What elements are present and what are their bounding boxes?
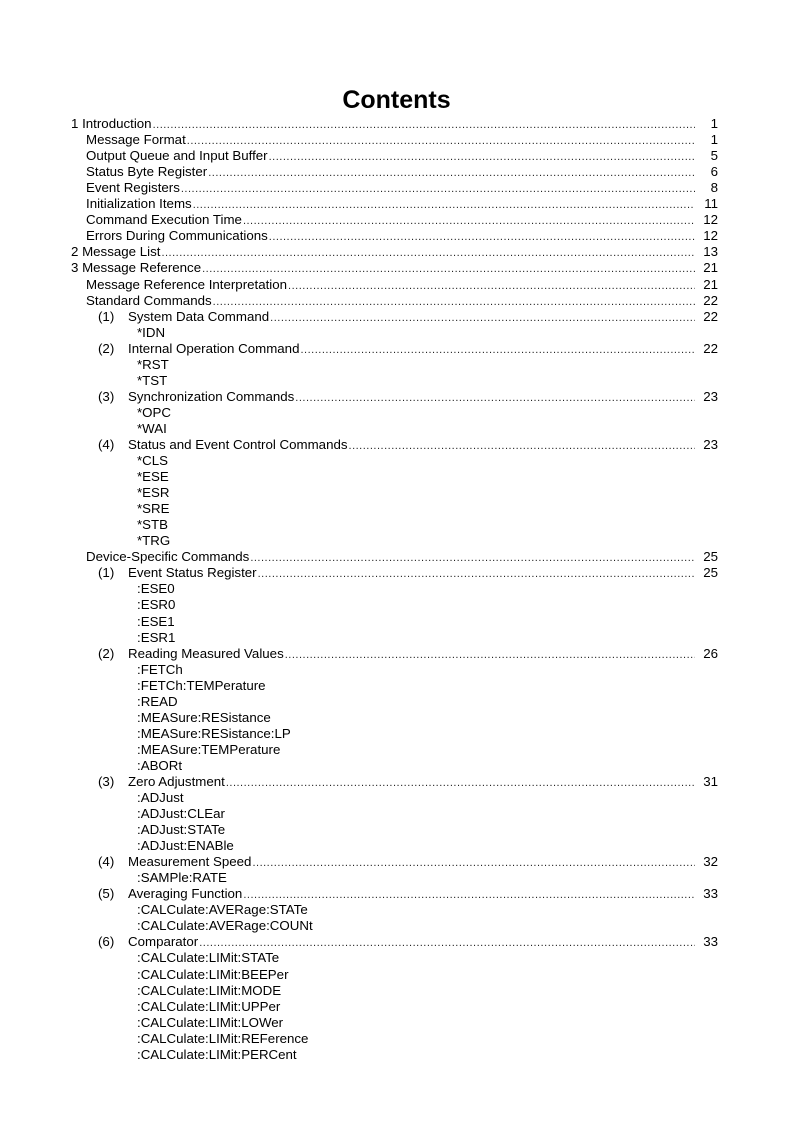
toc-entry-title: Device-Specific Commands <box>86 549 250 565</box>
toc-entry[interactable] <box>137 950 793 966</box>
toc-entry[interactable] <box>86 212 718 228</box>
toc-page-number: 5 <box>710 148 718 164</box>
toc-entry-title: :ADJust:STATe <box>137 822 226 838</box>
toc-page-number: 26 <box>703 645 718 661</box>
dot-leader <box>181 180 695 196</box>
toc-page-number: 11 <box>704 196 718 212</box>
dot-leader <box>226 774 695 790</box>
toc-entry-title: *STB <box>137 517 169 533</box>
toc-page-number: 23 <box>703 436 718 452</box>
toc-page-number: 23 <box>703 388 718 404</box>
toc-entry[interactable] <box>98 646 718 662</box>
toc-entry-title: *ESE <box>137 469 169 485</box>
toc-entry-title: *ESR <box>137 485 170 501</box>
toc-entry[interactable] <box>137 838 793 854</box>
toc-entry[interactable] <box>137 613 793 629</box>
toc-entry-title: 1 Introduction <box>71 116 152 132</box>
toc-entry[interactable] <box>137 726 793 742</box>
toc-entry-title: System Data Command <box>128 308 270 324</box>
toc-entry[interactable] <box>137 662 793 678</box>
dot-leader <box>269 148 695 164</box>
toc-entry[interactable] <box>137 999 793 1015</box>
toc-entry[interactable] <box>137 694 793 710</box>
toc-entry-title: :ESE0 <box>137 581 175 597</box>
dot-leader <box>193 196 695 212</box>
toc-entry[interactable] <box>98 854 718 870</box>
toc-entry-title: Message Format <box>86 132 186 148</box>
toc-entry-title: :READ <box>137 693 178 709</box>
toc-entry[interactable] <box>86 132 718 148</box>
dot-leader <box>161 244 695 260</box>
toc-entry[interactable] <box>98 774 718 790</box>
toc-entry-title: :ESR0 <box>137 597 176 613</box>
toc-entry[interactable] <box>137 1015 793 1031</box>
toc-entry-title: 3 Message Reference <box>71 260 202 276</box>
toc-entry-title: *IDN <box>137 324 166 340</box>
dot-leader <box>243 212 695 228</box>
toc-entry-title: Event Registers <box>86 180 180 196</box>
dot-leader <box>288 277 695 293</box>
toc-entry-title: :ADJust:CLEar <box>137 806 225 822</box>
dot-leader <box>258 565 695 581</box>
toc-entry-title: *OPC <box>137 404 171 420</box>
toc-page-number: 32 <box>703 854 718 870</box>
toc-entry[interactable] <box>98 886 718 902</box>
toc-entry-title: *CLS <box>137 453 169 469</box>
toc-entry-title: Status Byte Register <box>86 164 208 180</box>
toc-entry-number: (3) <box>98 388 115 404</box>
dot-leader <box>202 260 695 276</box>
toc-page-number: 8 <box>710 180 718 196</box>
toc-entry[interactable] <box>137 678 793 694</box>
toc-entry-number: (1) <box>98 308 115 324</box>
toc-entry[interactable] <box>137 485 793 501</box>
toc-entry[interactable] <box>137 918 793 934</box>
toc-page-number: 22 <box>703 340 718 356</box>
toc-entry[interactable] <box>98 389 718 405</box>
toc-entry[interactable] <box>86 228 718 244</box>
toc-entry-title: Initialization Items <box>86 196 192 212</box>
toc-entry[interactable] <box>137 983 793 999</box>
dot-leader <box>153 116 695 132</box>
toc-entry[interactable] <box>86 148 718 164</box>
toc-entry-title: 2 Message List <box>71 244 161 260</box>
toc-entry[interactable] <box>98 341 718 357</box>
toc-entry-title: :CALCulate:LIMit:PERCent <box>137 1046 297 1062</box>
toc-entry-number: (6) <box>98 934 115 950</box>
toc-entry-number: (1) <box>98 565 115 581</box>
dot-leader <box>250 549 695 565</box>
toc-entry-title: :ABORt <box>137 757 183 773</box>
toc-entry[interactable] <box>137 902 793 918</box>
toc-page-number: 13 <box>703 244 718 260</box>
toc-entry[interactable] <box>137 790 793 806</box>
toc-entry[interactable] <box>98 934 718 950</box>
toc-entry[interactable] <box>137 597 793 613</box>
toc-entry-title: :ADJust <box>137 790 184 806</box>
toc-entry-number: (5) <box>98 886 115 902</box>
toc-page-number: 12 <box>703 228 718 244</box>
toc-entry-number: (4) <box>98 436 115 452</box>
toc-entry[interactable] <box>71 116 718 132</box>
toc-page-number: 21 <box>703 260 718 276</box>
dot-leader <box>208 164 695 180</box>
toc-entry[interactable] <box>137 357 793 373</box>
toc-entry-title: :CALCulate:LIMit:REFerence <box>137 1030 309 1046</box>
toc-page-number: 22 <box>703 292 718 308</box>
toc-page-number: 22 <box>703 308 718 324</box>
toc-entry[interactable] <box>137 421 793 437</box>
dot-leader <box>285 646 695 662</box>
toc-entry-number: (4) <box>98 854 115 870</box>
toc-entry-title: Message Reference Interpretation <box>86 276 288 292</box>
toc-entry-title: :CALCulate:LIMit:MODE <box>137 982 282 998</box>
toc-entry[interactable] <box>137 405 793 421</box>
toc-entry-title: Internal Operation Command <box>128 340 300 356</box>
toc-entry-title: :ESE1 <box>137 613 175 629</box>
table-of-contents <box>0 116 793 1063</box>
toc-entry-title: Zero Adjustment <box>128 773 225 789</box>
toc-entry-title: :CALCulate:AVERage:COUNt <box>137 918 313 934</box>
toc-entry-title: Command Execution Time <box>86 212 242 228</box>
toc-entry-title: *TRG <box>137 533 171 549</box>
toc-entry-title: :CALCulate:LIMit:LOWer <box>137 1014 284 1030</box>
toc-entry-title: *WAI <box>137 420 167 436</box>
toc-entry-title: *SRE <box>137 501 170 517</box>
toc-entry[interactable] <box>137 581 793 597</box>
toc-entry-title: :MEASure:RESistance <box>137 709 271 725</box>
toc-entry-title: *RST <box>137 356 169 372</box>
toc-entry-title: Comparator <box>128 934 199 950</box>
toc-entry-title: :MEASure:TEMPerature <box>137 741 281 757</box>
dot-leader <box>300 341 695 357</box>
toc-entry[interactable] <box>86 549 718 565</box>
dot-leader <box>269 228 695 244</box>
toc-entry-title: :CALCulate:LIMit:BEEPer <box>137 966 289 982</box>
toc-entry-title: :FETCh <box>137 661 183 677</box>
toc-entry[interactable] <box>86 196 718 212</box>
toc-entry[interactable] <box>137 822 793 838</box>
dot-leader <box>270 309 695 325</box>
toc-entry-title: :MEASure:RESistance:LP <box>137 725 291 741</box>
toc-entry-number: (2) <box>98 645 115 661</box>
toc-entry[interactable] <box>137 453 793 469</box>
toc-entry-title: Reading Measured Values <box>128 645 284 661</box>
toc-page-number: 1 <box>710 116 718 132</box>
toc-page-number: 31 <box>703 773 718 789</box>
toc-entry[interactable] <box>137 501 793 517</box>
toc-entry[interactable] <box>137 758 793 774</box>
toc-entry-title: Event Status Register <box>128 565 257 581</box>
toc-entry-number: (2) <box>98 340 115 356</box>
toc-page-number: 6 <box>710 164 718 180</box>
toc-entry-title: Measurement Speed <box>128 854 252 870</box>
toc-entry[interactable] <box>71 244 718 260</box>
toc-page-number: 21 <box>703 276 718 292</box>
toc-entry[interactable] <box>137 966 793 982</box>
toc-entry-title: *TST <box>137 372 168 388</box>
toc-entry[interactable] <box>137 1031 793 1047</box>
toc-entry-title: Synchronization Commands <box>128 388 295 404</box>
toc-entry[interactable] <box>137 1047 793 1063</box>
toc-entry-title: Standard Commands <box>86 292 212 308</box>
toc-entry[interactable] <box>137 469 793 485</box>
toc-entry-title: Averaging Function <box>128 886 243 902</box>
toc-entry[interactable] <box>137 742 793 758</box>
toc-entry[interactable] <box>98 437 718 453</box>
toc-entry-number: (3) <box>98 773 115 789</box>
toc-page-number: 12 <box>703 212 718 228</box>
toc-entry[interactable] <box>86 293 718 309</box>
toc-page-number: 33 <box>703 934 718 950</box>
dot-leader <box>295 389 695 405</box>
dot-leader <box>243 886 695 902</box>
toc-entry[interactable] <box>137 517 793 533</box>
dot-leader <box>199 934 695 950</box>
toc-entry-title: Status and Event Control Commands <box>128 436 348 452</box>
toc-entry-title: :FETCh:TEMPerature <box>137 677 266 693</box>
toc-entry[interactable] <box>86 164 718 180</box>
toc-entry[interactable] <box>137 325 793 341</box>
toc-entry-title: :SAMPle:RATE <box>137 870 227 886</box>
toc-entry[interactable] <box>137 806 793 822</box>
toc-entry-title: :CALCulate:AVERage:STATe <box>137 902 308 918</box>
toc-entry-title: :ESR1 <box>137 629 176 645</box>
toc-entry[interactable] <box>71 260 718 276</box>
toc-entry[interactable] <box>137 373 793 389</box>
toc-entry-title: Output Queue and Input Buffer <box>86 148 268 164</box>
toc-page-number: 25 <box>703 565 718 581</box>
toc-entry-title: :CALCulate:LIMit:UPPer <box>137 998 281 1014</box>
page-title: Contents <box>342 86 451 114</box>
toc-entry[interactable] <box>137 710 793 726</box>
toc-entry[interactable] <box>86 180 718 196</box>
toc-entry-title: :CALCulate:LIMit:STATe <box>137 950 280 966</box>
toc-entry[interactable] <box>137 533 793 549</box>
toc-entry[interactable] <box>98 309 718 325</box>
toc-entry[interactable] <box>98 565 718 581</box>
toc-entry[interactable] <box>137 630 793 646</box>
toc-entry[interactable] <box>137 870 793 886</box>
toc-page-number: 33 <box>703 886 718 902</box>
dot-leader <box>252 854 695 870</box>
dot-leader <box>187 132 695 148</box>
dot-leader <box>349 437 695 453</box>
dot-leader <box>213 293 695 309</box>
toc-page-number: 25 <box>703 549 718 565</box>
toc-page-number: 1 <box>710 132 718 148</box>
toc-entry[interactable] <box>86 276 718 292</box>
toc-entry-title: Errors During Communications <box>86 228 268 244</box>
toc-entry-title: :ADJust:ENABle <box>137 838 234 854</box>
